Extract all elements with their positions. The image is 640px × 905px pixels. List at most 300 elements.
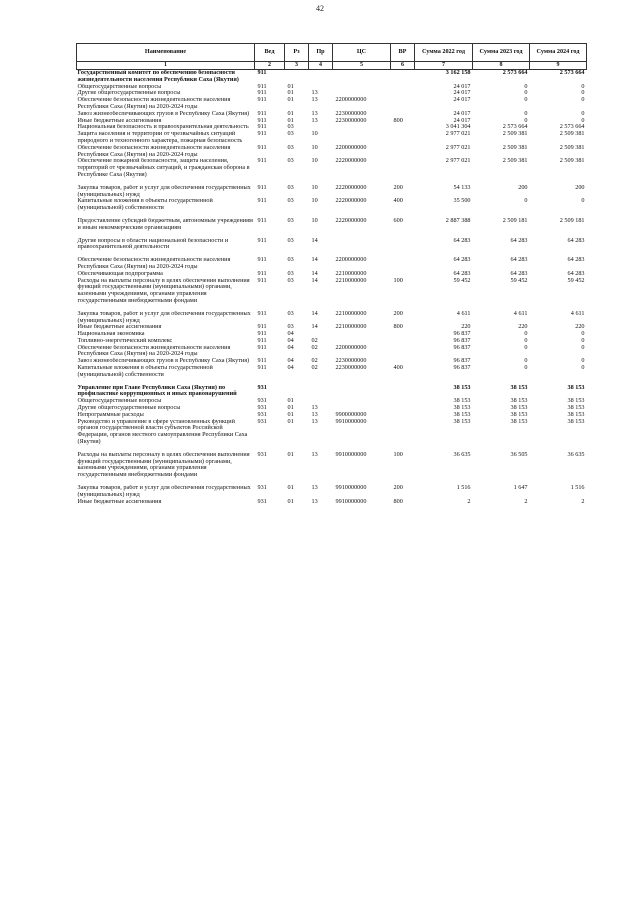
cell-ved: 911 <box>257 83 267 90</box>
cell-vr <box>391 90 415 97</box>
cell-vr <box>391 405 415 412</box>
cell-sum-2024: 2 509 381 <box>559 131 585 138</box>
cell-cs <box>333 84 391 91</box>
table-row <box>77 271 587 278</box>
cell-sum-2022: 96 837 <box>453 337 471 344</box>
cell-vr: 200 <box>393 184 403 191</box>
cell-pr: 13 <box>311 418 318 425</box>
table-row <box>77 499 587 506</box>
cell-sum-2022: 2 977 021 <box>445 131 471 138</box>
cell-ved: 911 <box>257 257 267 264</box>
cell-ved: 911 <box>257 344 267 351</box>
table-row <box>77 218 587 232</box>
cell-ved: 931 <box>257 398 267 405</box>
cell-sum-2024: 2 509 381 <box>559 144 585 151</box>
cell-ved: 911 <box>257 144 267 151</box>
cell-vr <box>391 97 415 111</box>
table-row <box>77 145 587 159</box>
cell-vr: 600 <box>393 217 403 224</box>
cell-vr <box>391 111 415 118</box>
cell-sum-2022: 4 611 <box>456 310 471 317</box>
budget-table-wrapper <box>76 43 587 505</box>
table-row <box>77 257 587 271</box>
cell-ved: 911 <box>257 110 267 117</box>
column-index: 1 <box>77 62 255 70</box>
cell-pr <box>309 331 333 338</box>
cell-cs <box>333 70 391 84</box>
cell-vr <box>391 345 415 359</box>
cell-pr: 13 <box>311 451 318 458</box>
cell-vr <box>391 412 415 419</box>
cell-ved: 911 <box>257 124 267 131</box>
cell-sum-2024: 0 <box>581 83 585 90</box>
cell-sum-2023: 200 <box>518 184 528 191</box>
cell-name: Другие общегосударственные вопросы <box>77 405 181 412</box>
cell-pr: 02 <box>311 337 318 344</box>
cell-name: Управление при Главе Республики Саха (Якутия) по профилактике коррупционных и иных правонарушений <box>77 384 237 398</box>
cell-cs: 2200000000 <box>335 257 367 264</box>
cell-vr <box>391 385 415 399</box>
cell-vr: 200 <box>393 485 403 492</box>
cell-rz: 01 <box>287 405 294 412</box>
cell-name: Обеспечивающая подпрограмма <box>77 270 163 277</box>
column-index: 5 <box>333 62 391 70</box>
cell-ved: 911 <box>257 277 267 284</box>
cell-vr <box>391 70 415 84</box>
cell-pr <box>309 385 333 399</box>
cell-vr: 800 <box>393 498 403 505</box>
cell-cs: 2210000000 <box>335 277 367 284</box>
cell-vr: 400 <box>393 198 403 205</box>
cell-sum-2023: 2 509 381 <box>502 158 528 165</box>
cell-cs <box>333 90 391 97</box>
table-row <box>77 124 587 131</box>
cell-pr: 13 <box>311 498 318 505</box>
cell-vr: 800 <box>393 117 403 124</box>
cell-sum-2024: 2 <box>581 498 585 505</box>
cell-vr <box>391 419 415 446</box>
cell-sum-2024: 0 <box>581 365 585 372</box>
table-row <box>77 185 587 199</box>
cell-vr <box>391 358 415 365</box>
cell-sum-2023: 38 153 <box>510 418 528 425</box>
cell-sum-2022: 96 837 <box>453 365 471 372</box>
cell-sum-2023: 2 509 381 <box>502 144 528 151</box>
cell-name: Предоставление субсидий бюджетным, автономным учреждениям и иным некоммерческим организациям <box>77 217 253 231</box>
cell-rz: 03 <box>287 310 294 317</box>
cell-ved: 911 <box>257 69 267 76</box>
table-row <box>77 118 587 125</box>
cell-pr <box>309 124 333 131</box>
cell-pr: 14 <box>311 257 318 264</box>
cell-sum-2024: 0 <box>581 117 585 124</box>
cell-ved: 911 <box>257 90 267 97</box>
cell-rz: 03 <box>287 217 294 224</box>
cell-rz: 01 <box>287 411 294 418</box>
table-row <box>77 331 587 338</box>
cell-ved: 911 <box>257 310 267 317</box>
cell-sum-2024: 1 516 <box>570 485 585 492</box>
cell-sum-2022: 38 153 <box>453 405 471 412</box>
cell-pr <box>309 398 333 405</box>
cell-name: Другие общегосударственные вопросы <box>77 90 181 97</box>
cell-ved: 911 <box>257 184 267 191</box>
cell-ved: 911 <box>257 117 267 124</box>
cell-ved: 911 <box>257 97 267 104</box>
cell-pr: 10 <box>311 144 318 151</box>
cell-cs <box>333 398 391 405</box>
cell-sum-2022: 54 133 <box>453 184 471 191</box>
cell-sum-2023: 0 <box>524 344 528 351</box>
cell-sum-2023: 0 <box>524 337 528 344</box>
cell-name: Общегосударственные вопросы <box>77 398 162 405</box>
cell-rz: 01 <box>287 90 294 97</box>
cell-sum-2024: 0 <box>581 337 585 344</box>
cell-sum-2024: 2 509 181 <box>559 217 585 224</box>
cell-sum-2024: 0 <box>581 344 585 351</box>
cell-sum-2023: 0 <box>524 110 528 117</box>
table-row <box>77 345 587 359</box>
cell-pr: 13 <box>311 97 318 104</box>
cell-sum-2022: 2 887 388 <box>445 217 471 224</box>
cell-sum-2022: 24 017 <box>453 97 471 104</box>
cell-sum-2023: 0 <box>524 83 528 90</box>
cell-vr <box>391 331 415 338</box>
cell-name: Иные бюджетные ассигнования <box>77 117 162 124</box>
table-row <box>77 365 587 379</box>
cell-vr: 800 <box>393 324 403 331</box>
cell-name: Непрограммные расходы <box>77 411 144 418</box>
cell-pr: 13 <box>311 411 318 418</box>
cell-cs: 9910000000 <box>335 485 367 492</box>
cell-sum-2023: 2 509 181 <box>502 217 528 224</box>
cell-ved: 931 <box>257 411 267 418</box>
cell-ved: 911 <box>257 331 267 338</box>
cell-pr: 10 <box>311 217 318 224</box>
cell-sum-2024: 38 153 <box>567 411 585 418</box>
cell-sum-2022: 38 153 <box>453 384 471 391</box>
cell-pr <box>309 70 333 84</box>
cell-name: Иные бюджетные ассигнования <box>77 324 162 331</box>
cell-sum-2022: 96 837 <box>453 358 471 365</box>
cell-pr: 14 <box>311 310 318 317</box>
cell-vr <box>391 145 415 159</box>
cell-sum-2022: 38 153 <box>453 418 471 425</box>
cell-name: Руководство и управление в сфере установленных функций органов государственной власти субъектов Российской Федерации, органов местного самоуправления Республики Саха (Якутия) <box>77 418 248 446</box>
cell-rz: 01 <box>287 117 294 124</box>
cell-pr: 13 <box>311 90 318 97</box>
cell-sum-2024: 0 <box>581 90 585 97</box>
header-rz: Рз <box>285 44 309 62</box>
table-header-row <box>77 44 587 62</box>
cell-cs <box>333 238 391 252</box>
cell-ved: 911 <box>257 365 267 372</box>
cell-cs: 9910000000 <box>335 498 367 505</box>
cell-pr: 02 <box>311 365 318 372</box>
cell-name: Обеспечение безопасности жизнедеятельности населения Республики Саха (Якутия) на 2020-2024 годы <box>77 144 231 158</box>
cell-vr: 100 <box>393 451 403 458</box>
cell-sum-2022: 1 516 <box>456 485 471 492</box>
cell-name: Национальная безопасность и правоохранительная деятельность <box>77 124 249 131</box>
cell-pr: 10 <box>311 158 318 165</box>
cell-pr: 14 <box>311 237 318 244</box>
cell-name: Обеспечение безопасности жизнедеятельности населения Республики Саха (Якутия) на 2020-2024 годы <box>77 344 231 358</box>
cell-sum-2022: 24 017 <box>453 83 471 90</box>
cell-cs: 2220000000 <box>335 184 367 191</box>
cell-rz <box>285 70 309 84</box>
cell-name: Обеспечение безопасности жизнедеятельности населения Республики Саха (Якутия) на 2020-2024 годы <box>77 97 231 110</box>
cell-cs: 2220000000 <box>335 158 367 165</box>
cell-sum-2023: 0 <box>524 331 528 338</box>
column-index: 7 <box>415 62 473 70</box>
cell-ved: 931 <box>257 485 267 492</box>
table-row <box>77 97 587 111</box>
cell-pr: 10 <box>311 184 318 191</box>
cell-rz: 03 <box>287 277 294 284</box>
cell-rz: 03 <box>287 198 294 205</box>
cell-name: Общегосударственные вопросы <box>77 83 162 90</box>
table-row <box>77 278 587 305</box>
cell-vr <box>391 271 415 278</box>
cell-cs: 2230000000 <box>335 117 367 124</box>
cell-sum-2024: 38 153 <box>567 418 585 425</box>
cell-vr: 100 <box>393 277 403 284</box>
cell-vr: 200 <box>393 310 403 317</box>
table-row <box>77 412 587 419</box>
cell-rz: 01 <box>287 451 294 458</box>
cell-sum-2023: 0 <box>524 117 528 124</box>
cell-name: Другие вопросы в области национальной безопасности и правоохранительной деятельности <box>77 237 229 251</box>
cell-sum-2022: 3 041 304 <box>445 124 471 131</box>
cell-rz: 01 <box>287 498 294 505</box>
cell-ved: 911 <box>257 358 267 365</box>
cell-cs: 2220000000 <box>335 198 367 205</box>
cell-cs: 2230000000 <box>335 365 367 372</box>
table-row <box>77 158 587 178</box>
header-vr: ВР <box>391 44 415 62</box>
cell-rz: 03 <box>287 184 294 191</box>
cell-ved: 931 <box>257 405 267 412</box>
cell-sum-2024: 2 573 664 <box>559 124 585 131</box>
cell-sum-2022: 220 <box>461 324 471 331</box>
cell-pr: 13 <box>311 110 318 117</box>
cell-sum-2024: 38 153 <box>567 405 585 412</box>
cell-sum-2022: 64 283 <box>453 270 471 277</box>
cell-sum-2024: 0 <box>581 358 585 365</box>
cell-sum-2022: 2 977 021 <box>445 144 471 151</box>
cell-rz: 01 <box>287 485 294 492</box>
table-row <box>77 198 587 212</box>
cell-pr: 13 <box>311 485 318 492</box>
cell-cs: 2210000000 <box>335 270 367 277</box>
cell-pr: 14 <box>311 270 318 277</box>
cell-sum-2023: 2 <box>524 498 528 505</box>
cell-cs: 9910000000 <box>335 451 367 458</box>
page-number: 42 <box>316 4 324 13</box>
cell-cs <box>333 385 391 399</box>
cell-rz: 04 <box>287 365 294 372</box>
cell-rz: 03 <box>287 257 294 264</box>
cell-sum-2022: 96 837 <box>453 331 471 338</box>
cell-pr: 14 <box>311 324 318 331</box>
cell-sum-2022: 38 153 <box>453 398 471 405</box>
cell-pr <box>309 84 333 91</box>
cell-sum-2024: 2 573 664 <box>559 69 585 76</box>
cell-cs: 2200000000 <box>335 97 367 104</box>
cell-vr <box>391 131 415 145</box>
cell-sum-2024: 64 283 <box>567 257 585 264</box>
cell-name: Закупка товаров, работ и услуг для обеспечения государственных (муниципальных) нужд <box>77 310 251 324</box>
cell-sum-2023: 0 <box>524 198 528 205</box>
cell-pr: 14 <box>311 277 318 284</box>
column-index: 8 <box>473 62 530 70</box>
cell-cs: 9900000000 <box>335 411 367 418</box>
budget-table <box>76 43 587 505</box>
cell-sum-2022: 64 283 <box>453 237 471 244</box>
cell-pr: 02 <box>311 358 318 365</box>
header-cs: ЦС <box>333 44 391 62</box>
cell-vr <box>391 257 415 271</box>
cell-sum-2022: 2 <box>467 498 471 505</box>
header-sum-2022: Сумма 2022 год <box>415 44 473 62</box>
cell-vr <box>391 398 415 405</box>
cell-ved: 931 <box>257 451 267 458</box>
header-sum-2023: Сумма 2023 год <box>473 44 530 62</box>
cell-ved: 911 <box>257 158 267 165</box>
cell-rz: 03 <box>287 158 294 165</box>
cell-rz: 01 <box>287 398 294 405</box>
column-index: 3 <box>285 62 309 70</box>
cell-name: Расходы на выплаты персоналу в целях обеспечения выполнения функций государственными (муниципальными) органами, казенными учреждениями, органами управления государственными внебюджетными фондами <box>77 277 250 304</box>
cell-sum-2022: 38 153 <box>453 411 471 418</box>
cell-sum-2023: 38 153 <box>510 384 528 391</box>
cell-sum-2023: 64 283 <box>510 270 528 277</box>
cell-cs <box>333 338 391 345</box>
table-row <box>77 452 587 479</box>
cell-rz <box>285 385 309 399</box>
cell-cs: 2210000000 <box>335 310 367 317</box>
cell-sum-2022: 3 162 158 <box>445 69 471 76</box>
cell-ved: 931 <box>257 498 267 505</box>
cell-ved: 911 <box>257 270 267 277</box>
cell-sum-2023: 64 283 <box>510 257 528 264</box>
cell-name: Капитальные вложения в объекты государственной (муниципальной) собственности <box>77 198 213 212</box>
column-index: 4 <box>309 62 333 70</box>
cell-sum-2022: 35 500 <box>453 198 471 205</box>
cell-name: Государственный комитет по обеспечению безопасности жизнедеятельности населения Республики Саха (Якутия) <box>77 69 239 83</box>
cell-rz: 04 <box>287 344 294 351</box>
cell-cs: 2220000000 <box>335 217 367 224</box>
cell-rz: 03 <box>287 270 294 277</box>
cell-sum-2023: 0 <box>524 97 528 104</box>
cell-sum-2024: 64 283 <box>567 237 585 244</box>
cell-cs: 9910000000 <box>335 418 367 425</box>
table-row <box>77 324 587 331</box>
cell-name: Капитальные вложения в объекты государственной (муниципальной) собственности <box>77 365 213 378</box>
table-row <box>77 84 587 91</box>
cell-ved: 931 <box>257 418 267 425</box>
cell-rz: 01 <box>287 83 294 90</box>
cell-name: Завоз жизнеобеспечивающих грузов в Республику Саха (Якутия) <box>77 110 250 117</box>
cell-name: Закупка товаров, работ и услуг для обеспечения государственных (муниципальных) нужд <box>77 184 251 198</box>
cell-vr <box>391 84 415 91</box>
table-body <box>77 70 587 506</box>
cell-sum-2023: 2 573 664 <box>502 69 528 76</box>
cell-sum-2023: 64 283 <box>510 237 528 244</box>
cell-ved: 911 <box>257 198 267 205</box>
cell-sum-2022: 2 977 021 <box>445 158 471 165</box>
cell-sum-2023: 2 509 381 <box>502 131 528 138</box>
table-row <box>77 90 587 97</box>
cell-sum-2024: 2 509 381 <box>559 158 585 165</box>
cell-pr: 13 <box>311 405 318 412</box>
cell-name: Защита населения и территории от чрезвычайных ситуаций природного и техногенного характера, пожарная безопасность <box>77 131 243 144</box>
column-index: 9 <box>530 62 587 70</box>
cell-sum-2022: 24 017 <box>453 117 471 124</box>
cell-name: Топливно-энергетический комплекс <box>77 337 173 344</box>
column-index: 6 <box>391 62 415 70</box>
cell-rz: 03 <box>287 124 294 131</box>
cell-vr: 400 <box>393 365 403 372</box>
cell-pr: 02 <box>311 344 318 351</box>
cell-name: Иные бюджетные ассигнования <box>77 498 162 505</box>
cell-name: Завоз жизнеобеспечивающих грузов в Республику Саха (Якутия) <box>77 358 250 365</box>
cell-ved: 911 <box>257 324 267 331</box>
cell-cs: 2210000000 <box>335 324 367 331</box>
table-row <box>77 385 587 399</box>
cell-ved: 911 <box>257 131 267 138</box>
table-row <box>77 419 587 446</box>
cell-name: Расходы на выплаты персоналу в целях обеспечения выполнения функций государственными (муниципальными) органами, казенными учреждениями, органами управления государственными внебюджетными фондами <box>77 451 250 479</box>
cell-sum-2024: 0 <box>581 331 585 338</box>
cell-rz: 03 <box>287 237 294 244</box>
cell-name: Закупка товаров, работ и услуг для обеспечения государственных (муниципальных) нужд <box>77 485 251 498</box>
cell-sum-2022: 64 283 <box>453 257 471 264</box>
cell-sum-2022: 36 635 <box>453 451 471 458</box>
cell-vr <box>391 158 415 178</box>
cell-sum-2024: 0 <box>581 110 585 117</box>
cell-sum-2023: 38 153 <box>510 398 528 405</box>
table-row <box>77 358 587 365</box>
cell-sum-2023: 0 <box>524 90 528 97</box>
cell-sum-2023: 36 505 <box>510 451 528 458</box>
cell-ved: 911 <box>257 217 267 224</box>
cell-rz: 03 <box>287 131 294 138</box>
cell-pr: 10 <box>311 198 318 205</box>
cell-ved: 931 <box>257 384 267 391</box>
table-row <box>77 398 587 405</box>
table-row <box>77 131 587 145</box>
cell-rz: 01 <box>287 110 294 117</box>
cell-vr <box>391 124 415 131</box>
cell-sum-2022: 96 837 <box>453 344 471 351</box>
header-ved: Вед <box>255 44 285 62</box>
cell-cs <box>333 405 391 412</box>
cell-rz: 03 <box>287 144 294 151</box>
cell-vr <box>391 338 415 345</box>
cell-cs <box>333 124 391 131</box>
cell-name: Обеспечение пожарной безопасности, защита населения, территорий от чрезвычайных ситуаций, и гражданская оборона в Республике Саха (Якутия) <box>77 158 250 178</box>
table-row <box>77 111 587 118</box>
cell-rz: 04 <box>287 331 294 338</box>
cell-cs: 2200000000 <box>335 144 367 151</box>
cell-sum-2024: 59 452 <box>567 277 585 284</box>
cell-name: Обеспечение безопасности жизнедеятельности населения Республики Саха (Якутия) на 2020-2024 годы <box>77 257 231 270</box>
cell-sum-2022: 24 017 <box>453 110 471 117</box>
table-row <box>77 338 587 345</box>
table-row <box>77 70 587 84</box>
cell-sum-2023: 59 452 <box>510 277 528 284</box>
